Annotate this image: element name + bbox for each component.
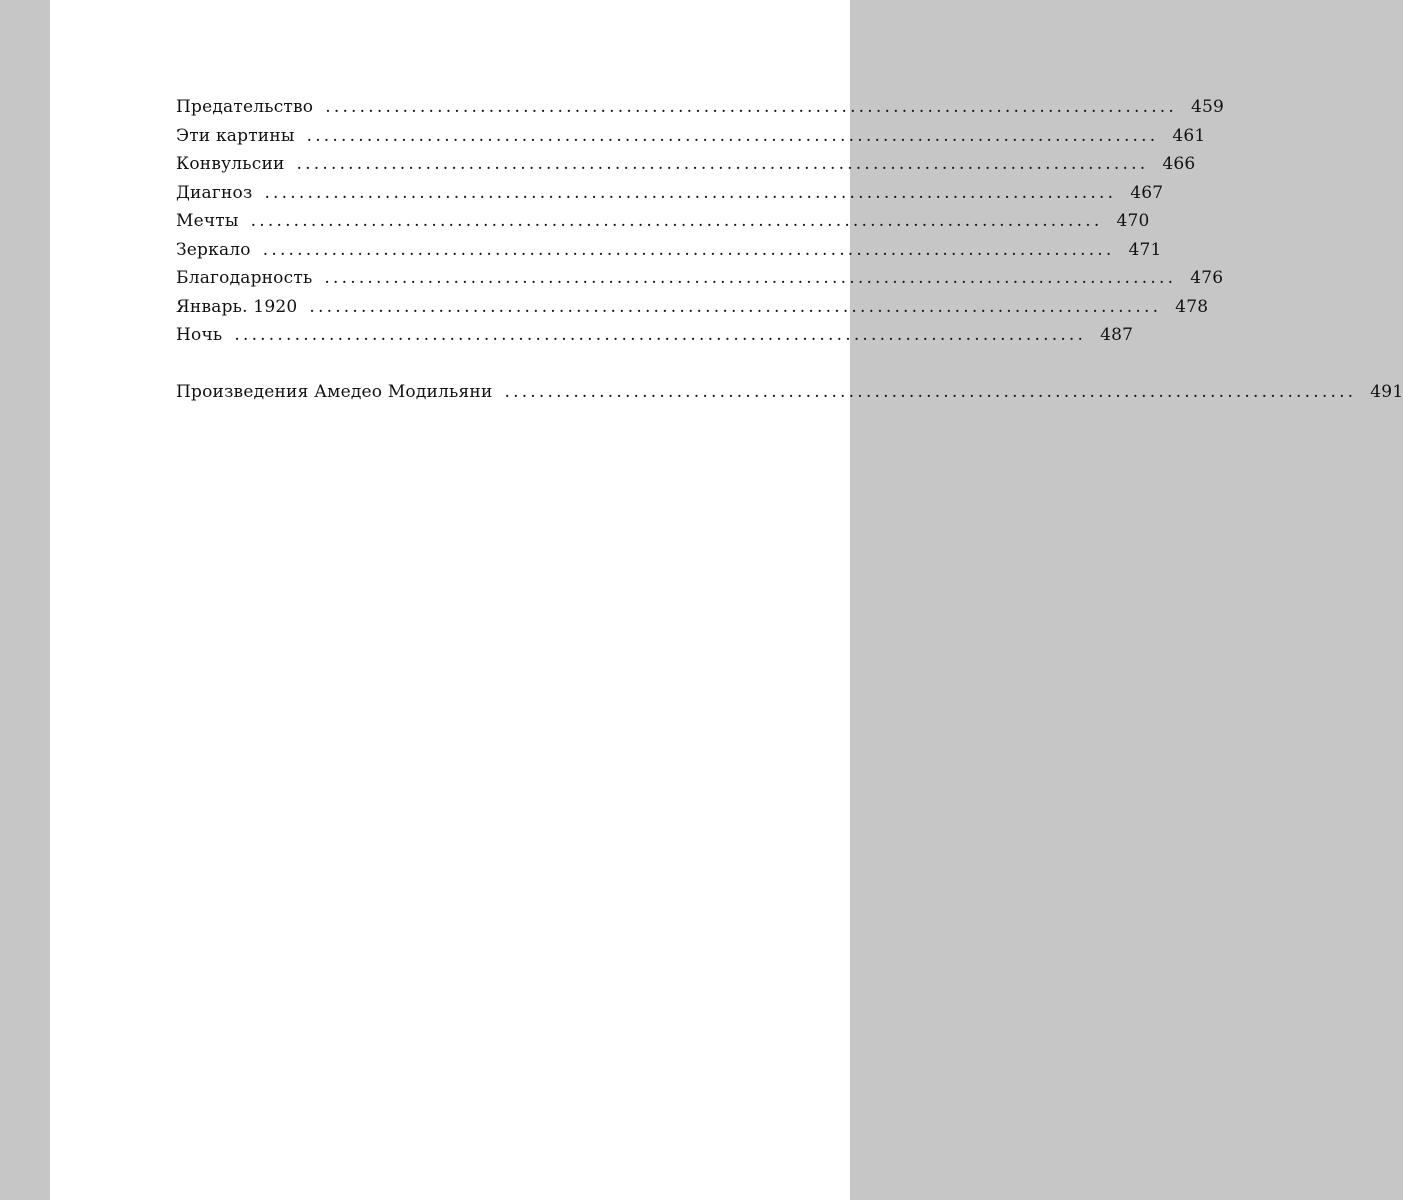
toc-entry-title: Диагноз [176,182,253,203]
dot-leader: ................................................................................................... [262,239,1115,260]
toc-entry [176,381,1403,411]
toc-entry-page: 466 [1162,154,1196,174]
toc-entry [176,125,1206,155]
toc-entry [176,268,1224,297]
dot-leader: ................................................................................................... [309,296,1162,317]
toc-entry-page: 470 [1116,211,1150,231]
dot-leader: ................................................................................................... [306,125,1159,146]
dot-leader: ................................................................................................... [264,182,1117,203]
toc-entry-title: Произведения Амедео Модильяни [176,381,493,402]
toc-entry-title: Январь. 1920 [176,296,298,317]
toc-entry-page: 467 [1130,182,1164,203]
dot-leader: ................................................................................................... [324,268,1177,288]
dot-leader: ................................................................................................... [325,97,1178,117]
toc-entry-page: 476 [1190,268,1224,288]
toc-entry-page: 491 [1370,381,1403,402]
toc-entry-title: Зеркало [176,239,251,260]
table-of-contents [176,97,1403,410]
toc-entry-title: Ночь [176,325,223,345]
dot-leader: ................................................................................................... [234,325,1087,345]
toc-entry [176,154,1196,183]
toc-entry [176,239,1162,269]
toc-entry-page: 459 [1191,97,1225,117]
dot-leader: ................................................................................................... [250,211,1103,231]
toc-entry-title: Эти картины [176,125,295,146]
toc-entry-title: Мечты [176,211,239,231]
toc-entry-page: 471 [1128,239,1162,260]
toc-entry [176,211,1150,240]
toc-entry [176,296,1209,326]
toc-entry-title: Конвульсии [176,154,285,174]
toc-entry [176,325,1134,354]
toc-entry-page: 461 [1172,125,1206,146]
toc-entry-page: 478 [1175,296,1209,317]
book-page [50,0,1403,1200]
toc-entry-title: Благодарность [176,268,313,288]
dot-leader: ................................................................................................... [296,154,1149,174]
toc-entry-page: 487 [1100,325,1134,345]
toc-entry [176,182,1164,212]
toc-entry-title: Предательство [176,97,314,117]
dot-leader: ................................................................................................... [504,381,1357,402]
toc-entry [176,97,1225,126]
